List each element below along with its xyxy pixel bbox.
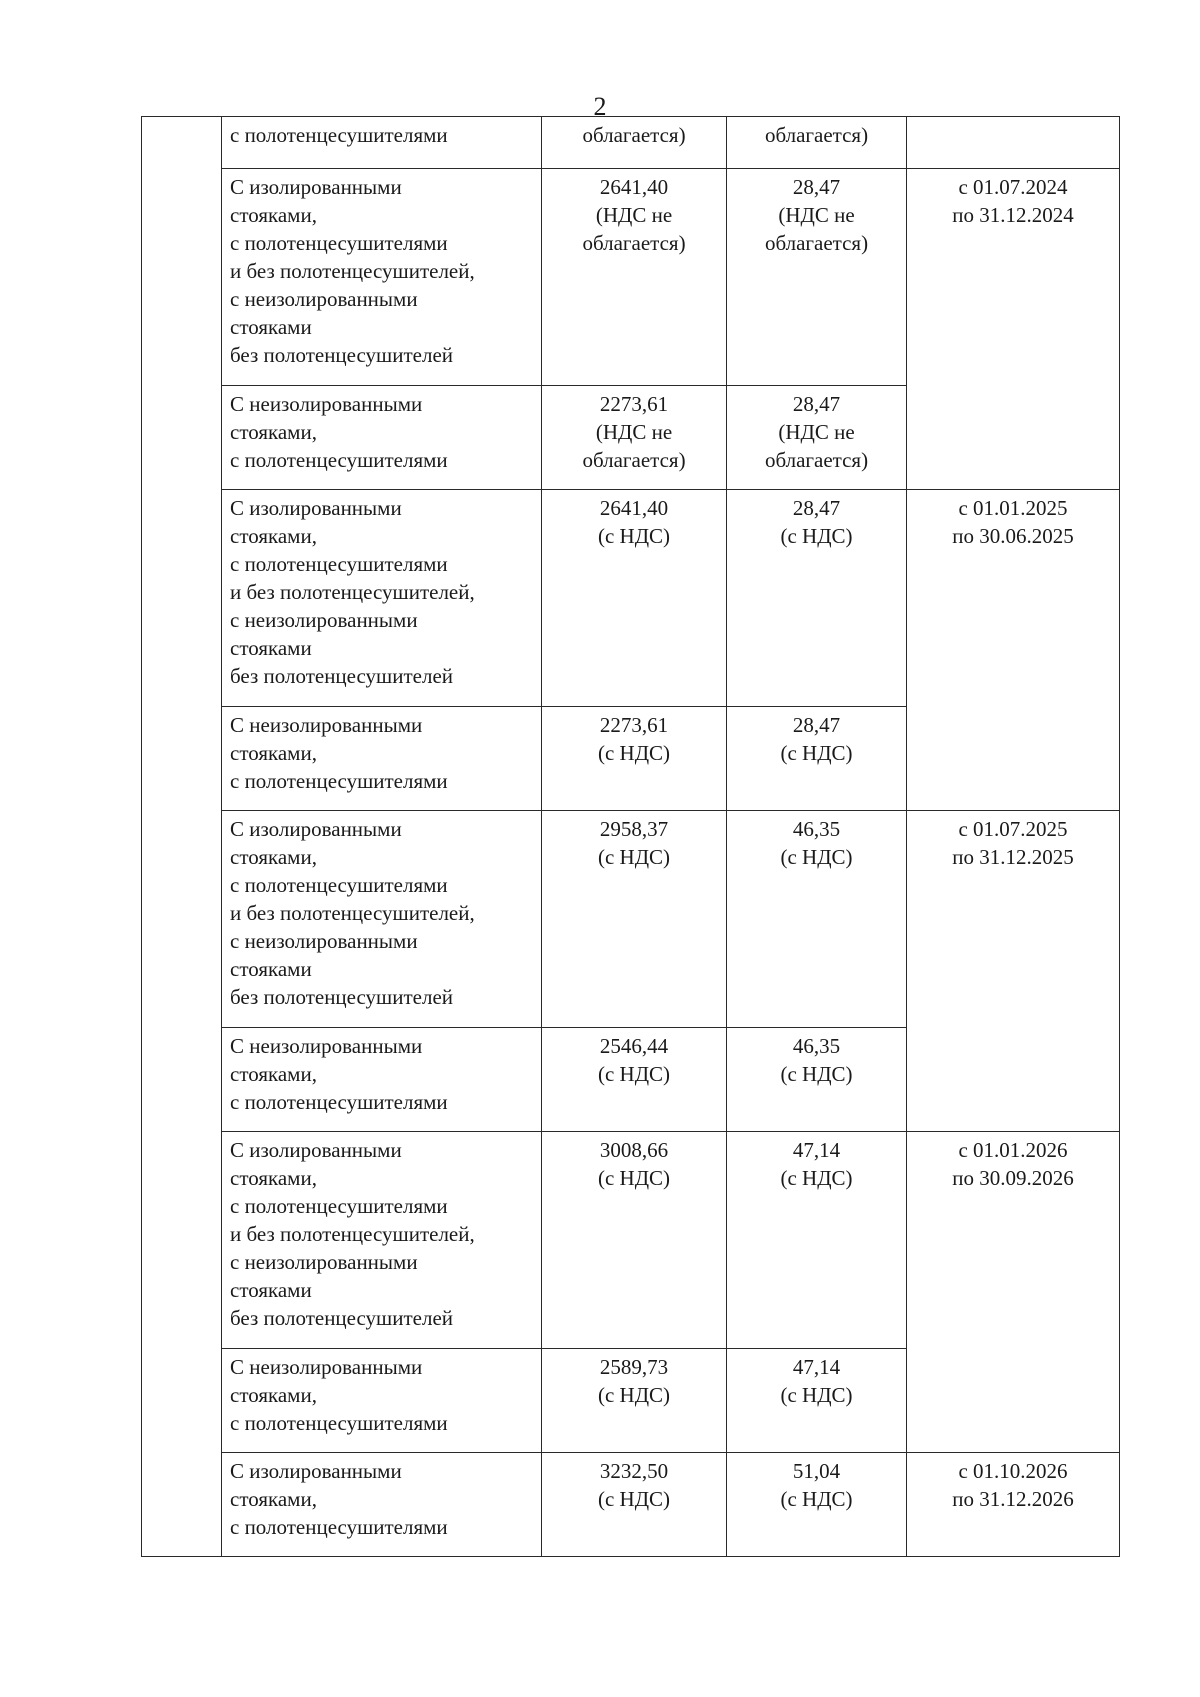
description-cell [222,490,542,707]
description-cell [222,1132,542,1349]
rate-line: 46,35 [792,1034,841,1058]
description-line: с неизолированными [230,1250,418,1274]
description-line: С неизолированными [230,392,423,416]
description-line: с неизолированными [230,929,418,953]
period-line: с 01.01.2025 [958,496,1068,520]
period-line: по 31.12.2026 [952,1487,1074,1511]
description-line: и без полотенцесушителей, [230,259,475,283]
rate-line: 28,47 [792,175,841,199]
rate-cell [727,117,907,169]
period-cell [907,1453,1120,1557]
price-cell [542,169,727,386]
rate-line: 51,04 [792,1459,841,1483]
description-line: и без полотенцесушителей, [230,580,475,604]
description-line: с полотенцесушителями [230,873,448,897]
description-line: с неизолированными [230,287,418,311]
period-cell [907,1132,1120,1453]
rate-line: 28,47 [792,496,841,520]
page-number: 2 [593,92,607,121]
blank-column [142,117,222,1557]
description-cell [222,169,542,386]
description-line: с полотенцесушителями [230,123,448,147]
price-line: облагается) [582,123,686,147]
price-line: 2958,37 [599,817,669,841]
description-line: стояками, [230,420,317,444]
period-cell [907,117,1120,169]
price-line: (с НДС) [597,741,671,765]
description-cell [222,707,542,811]
period-line: с 01.07.2024 [958,175,1068,199]
rate-line: 28,47 [792,713,841,737]
rate-line: 28,47 [792,392,841,416]
description-line: с полотенцесушителями [230,552,448,576]
price-line: (с НДС) [597,524,671,548]
rate-line: (НДС не [778,420,855,444]
price-line: (с НДС) [597,1166,671,1190]
table-row [142,1453,1120,1557]
description-line: с неизолированными [230,608,418,632]
price-line: облагается) [582,448,686,472]
price-cell [542,1349,727,1453]
table-row [142,490,1120,707]
rate-cell [727,490,907,707]
description-line: С неизолированными [230,1034,423,1058]
rate-cell [727,1132,907,1349]
period-cell [907,169,1120,490]
price-line: 3232,50 [599,1459,669,1483]
price-line: (НДС не [595,420,673,444]
rate-line: (с НДС) [780,845,853,869]
rate-line: (с НДС) [780,1487,853,1511]
description-line: без полотенцесушителей [230,1306,454,1330]
rate-line: облагается) [764,448,869,472]
description-line: стояками, [230,1383,317,1407]
rate-cell [727,169,907,386]
tariff-table-body [142,117,1120,1557]
rate-cell [727,1349,907,1453]
price-cell [542,117,727,169]
description-cell [222,1028,542,1132]
description-line: без полотенцесушителей [230,664,454,688]
description-line: без полотенцесушителей [230,985,454,1009]
rate-line: (с НДС) [780,1383,853,1407]
rate-line: (с НДС) [780,524,853,548]
description-line: и без полотенцесушителей, [230,901,475,925]
description-line: С изолированными [230,1459,402,1483]
price-line: (с НДС) [597,845,671,869]
description-line: с полотенцесушителями [230,448,448,472]
table-row [142,811,1120,1028]
description-cell [222,811,542,1028]
rate-cell [727,1453,907,1557]
price-line: 3008,66 [599,1138,669,1162]
description-line: стояками, [230,1062,317,1086]
description-line: с полотенцесушителями [230,1194,448,1218]
description-cell [222,386,542,490]
price-line: (с НДС) [597,1487,671,1511]
price-line: 2273,61 [599,713,669,737]
price-cell [542,1132,727,1349]
description-line: стояками, [230,845,317,869]
description-line: С изолированными [230,175,402,199]
tariff-table [141,116,1120,1557]
description-line: С неизолированными [230,713,423,737]
description-cell [222,1453,542,1557]
description-line: стояками, [230,524,317,548]
description-line: С изолированными [230,1138,402,1162]
rate-line: облагается) [764,231,869,255]
description-line: стояками [230,315,312,339]
rate-line: 47,14 [792,1138,841,1162]
period-cell [907,490,1120,811]
period-line: по 30.06.2025 [952,524,1074,548]
description-line: с полотенцесушителями [230,1515,448,1539]
description-line: без полотенцесушителей [230,343,454,367]
table-row [142,117,1120,169]
price-line: облагается) [582,231,686,255]
period-line: по 31.12.2025 [952,845,1074,869]
rate-line: (с НДС) [780,741,853,765]
table-row [142,169,1120,386]
price-line: 2641,40 [599,496,669,520]
description-line: с полотенцесушителями [230,231,448,255]
rate-cell [727,1028,907,1132]
price-cell [542,707,727,811]
price-line: (с НДС) [597,1062,671,1086]
rate-line: (НДС не [778,203,855,227]
period-line: по 30.09.2026 [952,1166,1074,1190]
rate-line: 47,14 [792,1355,841,1379]
description-line: с полотенцесушителями [230,1411,448,1435]
price-line: 2546,44 [599,1034,669,1058]
price-cell [542,490,727,707]
price-cell [542,811,727,1028]
description-line: с полотенцесушителями [230,1090,448,1114]
rate-line: (с НДС) [780,1166,853,1190]
rate-line: (с НДС) [780,1062,853,1086]
rate-line: 46,35 [792,817,841,841]
description-line: стояками, [230,741,317,765]
price-line: (с НДС) [597,1383,671,1407]
description-line: С неизолированными [230,1355,423,1379]
table-row [142,1132,1120,1349]
price-line: 2641,40 [599,175,669,199]
rate-line: облагается) [764,123,869,147]
description-cell [222,1349,542,1453]
description-line: С изолированными [230,496,402,520]
rate-cell [727,707,907,811]
description-line: стояками, [230,1166,317,1190]
description-line: стояками [230,1278,312,1302]
price-cell [542,386,727,490]
description-line: с полотенцесушителями [230,769,448,793]
price-line: (НДС не [595,203,673,227]
description-line: стояками, [230,1487,317,1511]
period-line: по 31.12.2024 [952,203,1074,227]
period-line: с 01.01.2026 [958,1138,1068,1162]
price-cell [542,1028,727,1132]
description-line: С изолированными [230,817,402,841]
period-line: с 01.10.2026 [958,1459,1068,1483]
description-line: стояками, [230,203,317,227]
description-cell [222,117,542,169]
rate-cell [727,811,907,1028]
description-line: стояками [230,636,312,660]
period-line: с 01.07.2025 [958,817,1068,841]
rate-cell [727,386,907,490]
price-line: 2273,61 [599,392,669,416]
price-line: 2589,73 [599,1355,669,1379]
description-line: и без полотенцесушителей, [230,1222,475,1246]
description-line: стояками [230,957,312,981]
period-cell [907,811,1120,1132]
price-cell [542,1453,727,1557]
